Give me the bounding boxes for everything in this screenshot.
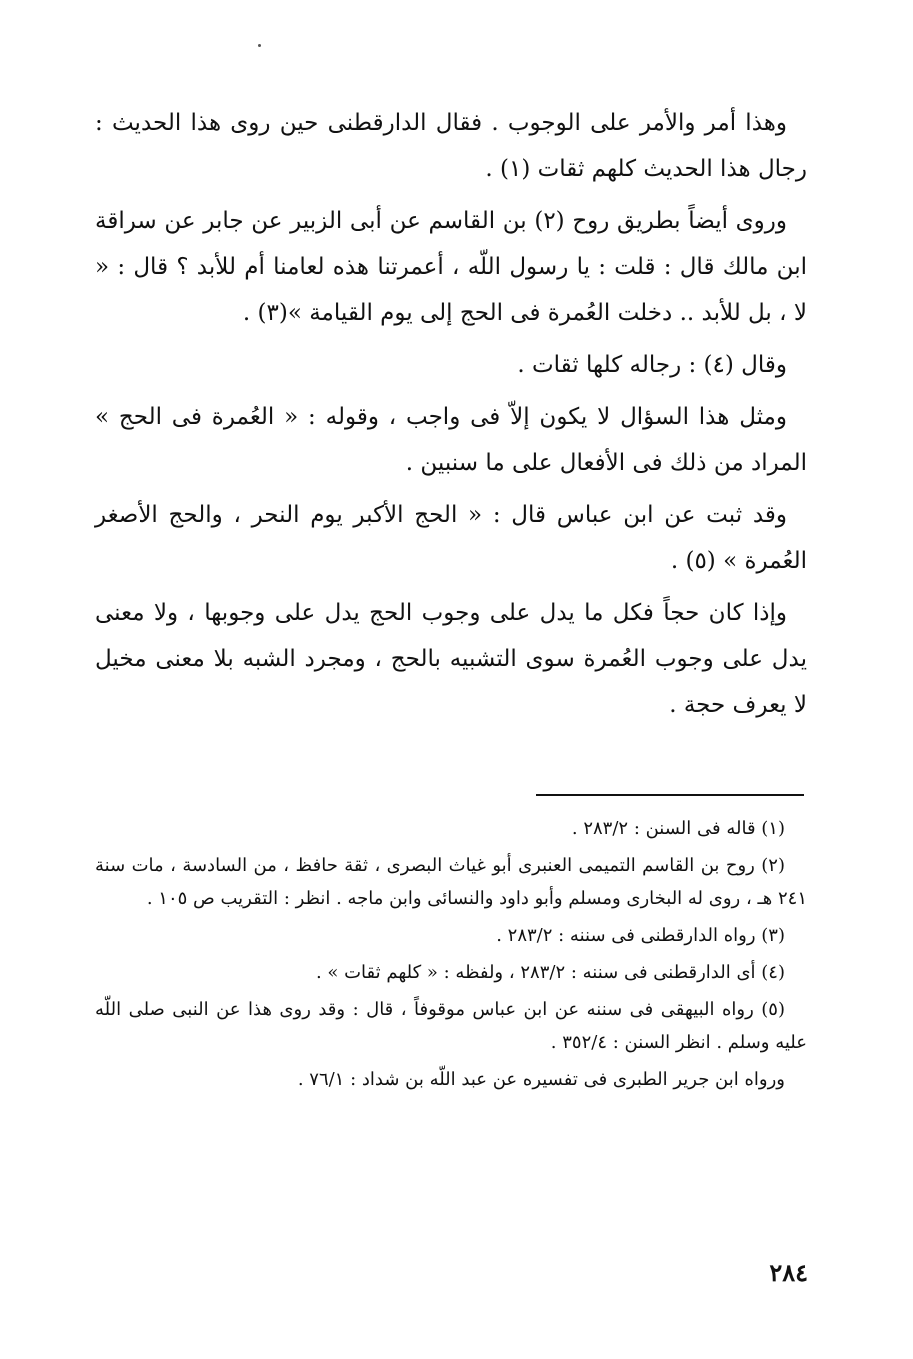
paragraph-2: وروى أيضاً بطريق روح (٢) بن القاسم عن أبى الزبير عن جابر عن سراقة ابن مالك قال : قلت : يا رسول اللّه ، أعمرتنا هذه لعامنا أم للأبد ؟ قال : « لا ، بل للأبد .. دخلت العُمرة فى الحج إلى يوم القيامة »(٣) . <box>95 208 807 326</box>
paragraph-1: وهذا أمر والأمر على الوجوب . فقال الدارقطنى حين روى هذا الحديث : رجال هذا الحديث كلهم ثقات (١) . <box>95 110 807 182</box>
page-number: ٢٨٤ <box>769 1258 808 1287</box>
footnote-2: (٢) روح بن القاسم التميمى العنبرى أبو غياث البصرى ، ثقة حافظ ، من السادسة ، مات سنة ٢٤١ هـ ، روى له البخارى ومسلم وأبو داود والنسائى وابن ماجه . انظر : التقريب ص ١٠٥ . <box>95 855 807 909</box>
footnotes <box>95 812 807 1100</box>
footnote-3: (٣) رواه الدارقطنى فى سننه : ٢٨٣/٢ . <box>496 925 785 946</box>
footnote-4: (٤) أى الدارقطنى فى سننه : ٢٨٣/٢ ، ولفظه : « كلهم ثقات » . <box>315 962 785 983</box>
footnote-5: (٥) رواه البيهقى فى سننه عن ابن عباس موقوفاً ، قال : وقد روى هذا عن النبى صلى اللّه عليه وسلم . انظر السنن : ٣٥٢/٤ . <box>95 999 807 1053</box>
paragraph-4: ومثل هذا السؤال لا يكون إلاّ فى واجب ، وقوله : « العُمرة فى الحج » المراد من ذلك فى الأفعال على ما سنبين . <box>95 404 807 476</box>
paragraph-5: وقد ثبت عن ابن عباس قال : « الحج الأكبر يوم النحر ، والحج الأصغر العُمرة » (٥) . <box>95 502 807 574</box>
footnote-divider <box>536 794 804 796</box>
paragraph-6: وإذا كان حجاً فكل ما يدل على وجوب الحج يدل على وجوبها ، ولا معنى يدل على وجوب العُمرة سوى التشبيه بالحج ، ومجرد الشبه بلا معنى مخيل لا يعرف حجة . <box>95 600 807 718</box>
footnote-5-continuation: ورواه ابن جرير الطبرى فى تفسيره عن عبد اللّه بن شداد : ٧٦/١ . <box>297 1069 785 1090</box>
scan-speck <box>258 44 261 47</box>
main-text <box>95 100 807 734</box>
paragraph-3: وقال (٤) : رجاله كلها ثقات . <box>517 352 787 378</box>
footnote-1: (١) قاله فى السنن : ٢٨٣/٢ . <box>571 818 785 839</box>
